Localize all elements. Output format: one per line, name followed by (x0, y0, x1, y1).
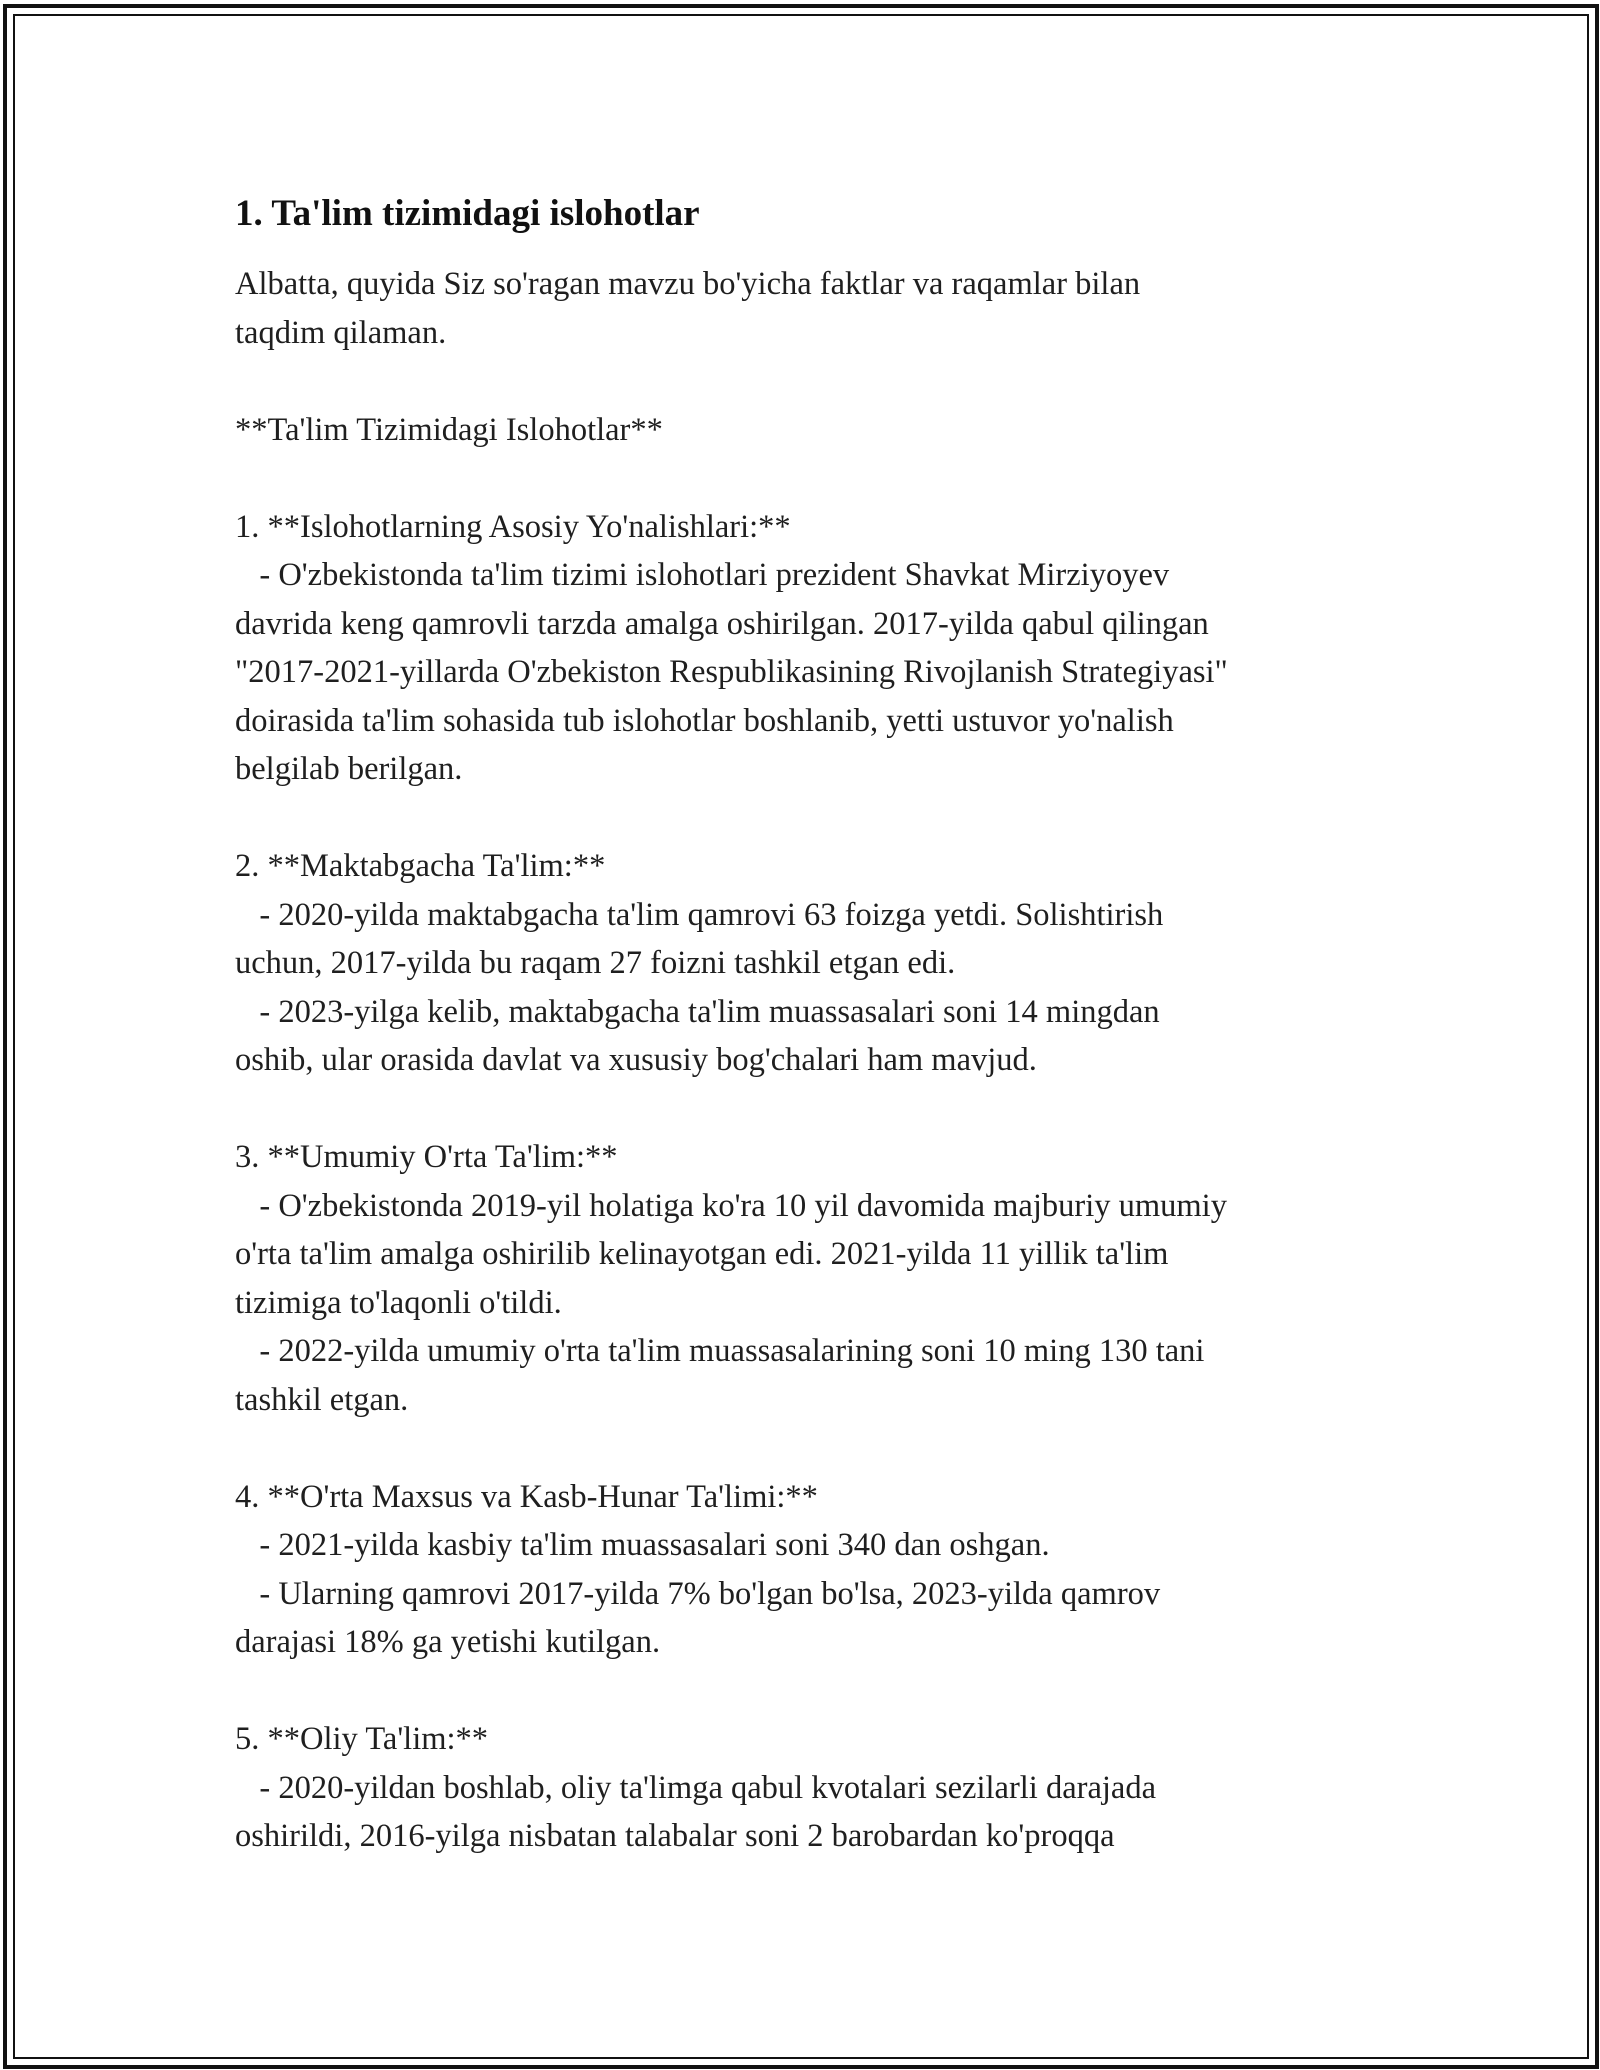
document-content (235, 188, 1415, 1861)
document-body: Albatta, quyida Siz so'ragan mavzu bo'yicha faktlar va raqamlar bilan taqdim qilaman. **Ta'lim Tizimidagi Islohotlar** 1. **Islohotlarning Asosiy Yo'nalishlari:** - O'zbekistonda ta'lim tizimi islohotlari prezident Shavkat Mirziyoyev davrida keng qamrovli tarzda amalga oshirilgan. 2017-yilda qabul qilingan "2017-2021-yillarda O'zbekiston Respublikasining Rivojlanish Strategiyasi" doirasida ta'lim sohasida tub islohotlar boshlanib, yetti ustuvor yo'nalish belgilab berilgan. 2. **Maktabgacha Ta'lim:** - 2020-yilda maktabgacha ta'lim qamrovi 63 foizga yetdi. Solishtirish uchun, 2017-yilda bu raqam 27 foizni tashkil etgan edi. - 2023-yilga kelib, maktabgacha ta'lim muassasalari soni 14 mingdan oshib, ular orasida davlat va xususiy bog'chalari ham mavjud. 3. **Umumiy O'rta Ta'lim:** - O'zbekistonda 2019-yil holatiga ko'ra 10 yil davomida majburiy umumiy o'rta ta'lim amalga oshirilib kelinayotgan edi. 2021-yilda 11 yillik ta'lim tizimiga to'laqonli o'tildi. - 2022-yilda umumiy o'rta ta'lim muassasalarining soni 10 ming 130 tani tashkil etgan. 4. **O'rta Maxsus va Kasb-Hunar Ta'limi:** - 2021-yilda kasbiy ta'lim muassasalari soni 340 dan oshgan. - Ularning qamrovi 2017-yilda 7% bo'lgan bo'lsa, 2023-yilda qamrov darajasi 18% ga yetishi kutilgan. 5. **Oliy Ta'lim:** - 2020-yildan boshlab, oliy ta'limga qabul kvotalari sezilarli darajada oshirildi, 2016-yilga nisbatan talabalar soni 2 barobardan ko'proqqa (235, 266, 1228, 1854)
document-title: 1. Ta'lim tizimidagi islohotlar (235, 193, 700, 234)
